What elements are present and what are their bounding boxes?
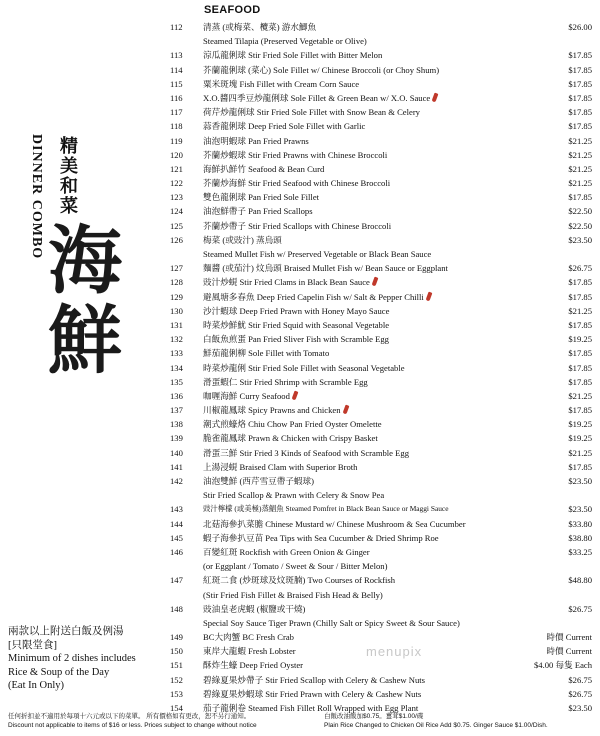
menu-item-price: $38.80 [568,532,592,543]
menu-item [170,375,592,389]
menu-item-number: 130 [170,305,183,316]
menu-item [170,261,592,275]
menu-item-number: 128 [170,277,183,288]
menu-item-price: $17.85 [568,192,592,203]
seafood-calligraphy-char-2: 鮮 [48,301,122,383]
menu-item [170,63,592,77]
menu-item-number: 147 [170,575,183,586]
menu-item-description: 白飯魚煎蛋 Pan Fried Sliver Fish with Scramble Egg [203,334,389,345]
menu-item-number: 153 [170,688,183,699]
section-title: SEAFOOD [204,4,261,16]
seafood-menu-list [170,20,592,715]
menu-item-price: $26.00 [568,22,592,32]
menu-item-description: Steamed Mullet Fish w/ Preserved Vegetable or Black Bean Sauce [203,249,432,259]
menu-item-number: 134 [170,362,183,373]
menu-item-number: 136 [170,390,183,401]
menu-item-price: $22.50 [568,220,592,231]
menu-item-price: $17.85 [568,376,592,387]
menu-item-description: (Stir Fried Fish Fillet & Braised Fish Head & Belly) [203,589,383,600]
menu-item-description: 海鮮扒鮮竹 Seafood & Bean Curd [203,163,325,174]
menu-item-description: 雙色龍俐球 Pan Fried Sole Fillet [203,192,320,203]
chili-pepper-icon [291,390,298,400]
menu-item-number: 135 [170,376,183,387]
menu-item-number: 137 [170,405,183,416]
menu-item-price: $17.85 [568,319,592,330]
menu-item-number: 118 [170,121,183,132]
menu-item-description: 滑蛋蝦仁 Stir Fried Shrimp with Scramble Egg [203,376,368,387]
menu-item [170,431,592,445]
menu-item-description: 芥蘭龍俐球 (菜心) Sole Fillet w/ Chinese Broccoli (or Choy Shum) [203,64,440,75]
menu-item-number: 148 [170,603,183,614]
menu-item-description: Special Soy Sauce Tiger Prawn (Chilly Salt or Spicy Sweet & Sour Sauce) [203,617,460,628]
menu-item-price: $17.85 [568,78,592,89]
seafood-calligraphy-char-1: 海 [48,221,122,303]
menu-item-number: 142 [170,476,183,486]
menu-item-description: 東岸大龍蝦 Fresh Lobster [203,646,296,657]
promo-line: [只限堂食] [8,639,57,651]
dinner-combo-chinese-title: 精美和菜 [60,136,78,216]
menu-item-price: $33.80 [568,518,592,529]
menu-item [170,389,592,403]
dinner-combo-title: DINNER COMBO [29,134,44,260]
menu-item-number: 129 [170,291,183,302]
menu-item-continuation [170,588,592,602]
menu-item-price: $4.00 每隻 Each [534,660,592,671]
menu-item-description: 蝦子海參扒豆苗 Pea Tips with Sea Cucumber & Dried Shrimp Roe [203,532,439,543]
menu-item [170,219,592,233]
menu-item-price: $17.85 [568,50,592,61]
menu-item [170,531,592,545]
menu-item [170,502,592,516]
menu-item-description: 粟米斑塊 Fish Fillet with Cream Corn Sauce [203,78,360,89]
menu-item-description: 涼瓜龍俐球 Stir Fried Sole Fillet with Bitter Melon [203,50,383,61]
promo-line: (Eat In Only) [8,680,64,691]
menu-item-number: 133 [170,348,183,359]
menu-item-description: 沙汁蝦球 Deep Fried Prawn with Honey Mayo Sauce [203,305,390,316]
menu-item-number: 131 [170,319,183,330]
menu-item [170,474,592,488]
menu-item-number: 139 [170,433,183,444]
menu-item-price: $19.25 [568,433,592,444]
menu-item-description: 碧綠夏果炒帶子 Stir Fried Scallop with Celery & Cashew Nuts [203,674,425,685]
menu-item-number: 125 [170,220,183,231]
menu-item-number: 122 [170,178,183,189]
promo-line: 兩款以上附送白飯及例湯 [8,626,124,637]
menu-item-price: 時價 Current [546,632,592,643]
menu-item-price: $26.75 [568,603,592,614]
menu-item [170,417,592,431]
menu-item [170,545,592,559]
menu-item [170,304,592,318]
menu-item-description: BC大肉蟹 BC Fresh Crab [203,632,294,643]
menu-item-description: 豉汁炒蜆 Stir Fried Clams in Black Bean Sauce [203,275,377,289]
menu-item-number: 113 [170,50,183,61]
menu-item-description: 百變紅斑 Rockfish with Green Onion & Ginger [203,546,370,557]
menu-item-description: 荷芹炒龍俐球 Stir Fried Sole Fillet with Snow Bean & Celery [203,107,420,118]
menu-item-continuation [170,34,592,48]
menu-item-continuation [170,488,592,502]
menu-item [170,446,592,460]
menu-item-price: $17.85 [568,291,592,302]
promo-line: Minimum of 2 dishes includes [8,653,136,664]
menu-item-price: $26.75 [568,674,592,685]
menu-item [170,190,592,204]
menu-item [170,204,592,218]
menu-item-description: (or Eggplant / Tomato / Sweet & Sour / Bitter Melon) [203,561,388,572]
chili-pepper-icon [342,405,349,415]
menu-item [170,517,592,531]
footer-rice-note-cn: 白飯改油飯加$0.75。薑茸$1.00/碟 [324,713,424,720]
menu-item-description: X.O.醬四季豆炒龍俐球 Sole Fillet & Green Bean w/ X.O. Sauce [203,91,437,105]
menu-item-description: 紅斑二食 (炒斑球及炆斑腩) Two Courses of Rockfish [203,575,396,586]
menu-item-description: 碧綠夏果炒蝦球 Stir Fried Prawn with Celery & Cashew Nuts [203,688,422,699]
menu-item [170,275,592,289]
menu-item [170,233,592,247]
menu-item-description: 咖喱海鮮 Curry Seafood [203,389,297,403]
menu-item [170,687,592,701]
menu-item-number: 121 [170,163,183,174]
menu-item-description: 上湯浸蜆 Braised Clam with Superior Broth [203,461,358,472]
menu-item [170,673,592,687]
menu-item-number: 114 [170,64,183,75]
menu-item-number: 143 [170,504,183,515]
menu-item-description: 芥蘭炒帶子 Stir Fried Scallops with Chinese Broccoli [203,220,392,231]
menu-item-continuation [170,247,592,261]
menu-item-price: $17.85 [568,121,592,132]
menu-item-price: $17.85 [568,461,592,472]
menu-item [170,77,592,91]
menu-item-description: Stir Fried Scallop & Prawn with Celery & Snow Pea [203,490,385,501]
footer-disclaimer-cn: 任何折扣並不適用於每項十六元或以下的菜單。 所有價格如有更改，恕不另行通知。 [8,713,251,720]
menu-item [170,630,592,644]
menu-item [170,318,592,332]
chili-pepper-icon [425,291,432,301]
menu-item-number: 123 [170,192,183,203]
menu-item-price: $48.80 [568,575,592,586]
menu-item-continuation [170,616,592,630]
menu-item-number: 146 [170,546,183,557]
menu-item-number: 120 [170,149,183,160]
menu-item [170,332,592,346]
footer-rice-note [324,712,548,730]
menu-item-price: $17.85 [568,405,592,416]
menu-item [170,403,592,417]
menu-item-description: 北菇海參扒菜膽 Chinese Mustard w/ Chinese Mushroom & Sea Cucumber [203,518,466,529]
promo-line: Rice & Soup of the Day [8,666,110,678]
menu-item-number: 117 [170,107,183,118]
menu-item-description: 潮式煎蠔烙 Chiu Chow Pan Fried Oyster Omelette [203,419,382,430]
menu-item-description: 蒜香龍俐球 Deep Fried Sole Fillet with Garlic [203,121,366,132]
menu-item-description: Steamed Tilapia (Preserved Vegetable or Olive) [203,36,367,47]
menu-item-description: 豉汁檸檬 (或美極)蒸鯧魚 Steamed Pomfret in Black Bean Sauce or Maggi Sauce [203,504,449,514]
menu-item-description: 滑蛋三鮮 Stir Fried 3 Kinds of Seafood with Scramble Egg [203,447,409,458]
menu-item-price: $23.50 [568,703,592,713]
menu-item-description: 川椒龍鳳球 Spicy Prawns and Chicken [203,403,348,417]
menu-item-price: $23.50 [568,504,592,515]
menu-item-number: 115 [170,78,183,89]
menu-item [170,460,592,474]
menu-item-description: 時菜炒鮮魷 Stir Fried Squid with Seasonal Vegetable [203,319,390,330]
menu-item [170,119,592,133]
menu-item-price: $21.25 [568,390,592,401]
menu-item [170,162,592,176]
footer-rice-note-en: Plain Rice Changed to Chicken Oil Rice Add $0.75. Ginger Sauce $1.00/Dish. [324,722,548,729]
menu-item-description: 梅菜 (或豉汁) 蒸烏頭 [203,234,282,245]
menu-item-number: 132 [170,334,183,345]
menu-item-description: 茄子龍俐卷 Steamed Fish Fillet Roll Wrapped with Egg Plant [203,703,419,713]
watermark: menupix [366,644,423,659]
menu-item-description: 麵醬 (或茄汁) 炆烏頭 Braised Mullet Fish w/ Bean Sauce or Eggplant [203,263,448,274]
footer-disclaimer-en: Discount not applicable to items of $16 or less. Prices subject to change without notice [8,722,257,729]
menu-item-price: $21.25 [568,178,592,189]
menu-item-price: $21.25 [568,447,592,458]
menu-item-price: $17.85 [568,107,592,118]
menu-item [170,290,592,304]
menu-item [170,346,592,360]
menu-item-description: 油泡雙鮮 (西芹雪豆帶子蝦球) [203,476,314,486]
menu-item-price: $17.85 [568,277,592,288]
chili-pepper-icon [371,277,378,287]
menu-item-number: 141 [170,461,183,472]
menu-item-price: 時價 Current [546,646,592,657]
menu-item-number: 140 [170,447,183,458]
menu-item-price: $21.25 [568,163,592,174]
menu-item-price: $19.25 [568,419,592,430]
menu-item-continuation [170,559,592,573]
menu-item-description: 芥蘭炒蝦球 Stir Fried Prawns with Chinese Broccoli [203,149,388,160]
menu-item [170,134,592,148]
menu-item [170,658,592,672]
menu-item [170,148,592,162]
menu-item [170,91,592,105]
menu-item-description: 油泡鮮帶子 Pan Fried Scallops [203,206,313,217]
menu-item-number: 119 [170,135,183,146]
menu-item-price: $17.85 [568,348,592,359]
menu-item-number: 112 [170,22,183,32]
menu-item-price: $21.25 [568,305,592,316]
menu-item-price: $21.25 [568,149,592,160]
menu-item [170,48,592,62]
menu-item-number: 145 [170,532,183,543]
menu-item-number: 116 [170,92,183,103]
menu-item-number: 138 [170,419,183,430]
menu-item [170,105,592,119]
menu-item-price: $33.25 [568,546,592,557]
menu-item [170,602,592,616]
menu-item-price: $17.85 [568,92,592,103]
menu-item-number: 124 [170,206,183,217]
menu-item-description: 芥蘭炒海鮮 Stir Fried Seafood with Chinese Broccoli [203,178,391,189]
menu-item-description: 時菜炒龍俐 Stir Fried Sole Fillet with Seasonal Vegetable [203,362,405,373]
menu-item-number: 154 [170,703,183,713]
chili-pepper-icon [432,93,439,103]
menu-item-number: 151 [170,660,183,671]
menu-item [170,176,592,190]
menu-item [170,20,592,34]
menu-item-description: 油泡明蝦球 Pan Fried Prawns [203,135,309,146]
menu-item-price: $23.50 [568,476,592,486]
menu-item-number: 149 [170,632,183,643]
menu-item-description: 酥炸生蠔 Deep Fried Oyster [203,660,304,671]
menu-item-description: 鮮茄龍俐柳 Sole Fillet with Tomato [203,348,330,359]
menu-item-price: $26.75 [568,263,592,274]
footer-disclaimer [8,712,257,730]
menu-item [170,573,592,587]
menu-item-description: 豉油皇老虎蝦 (椒鹽或干燒) [203,603,306,614]
menu-item-price: $23.50 [568,234,592,245]
menu-item-price: $21.25 [568,135,592,146]
menu-item-price: $26.75 [568,688,592,699]
menu-item-price: $22.50 [568,206,592,217]
menu-item-description: 清蒸 (或梅菜、欖菜) 游水鯽魚 [203,22,317,32]
menu-item-price: $17.85 [568,64,592,75]
menu-item-price: $19.25 [568,334,592,345]
promo-note [8,625,136,693]
menu-item-price: $17.85 [568,362,592,373]
menu-item-number: 144 [170,518,183,529]
menu-item-description: 避風塘多春魚 Deep Fried Capelin Fish w/ Salt & Pepper Chilli [203,290,431,304]
menu-item [170,361,592,375]
menu-item-number: 127 [170,263,183,274]
menu-item-number: 126 [170,234,183,245]
menu-item-description: 脆雀龍鳳球 Prawn & Chicken with Crispy Basket [203,433,378,444]
menu-item-number: 152 [170,674,183,685]
menu-item-number: 150 [170,646,183,657]
